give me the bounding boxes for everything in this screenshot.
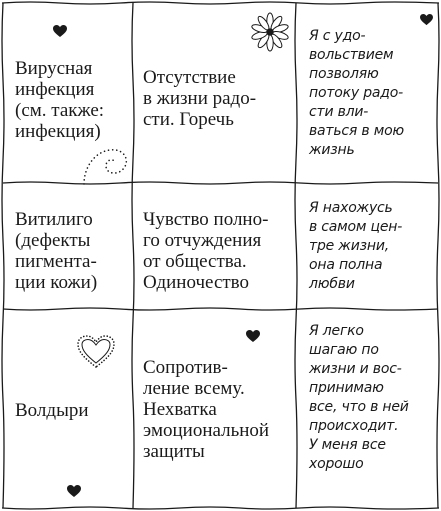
row-1-cause: Отсутствие в жизни радо- сти. Горечь — [143, 67, 257, 130]
row-1-condition: Вирусная инфекция (см. также: инфекция) — [15, 58, 105, 142]
dotted-swirl-icon — [80, 142, 132, 186]
heart-icon — [67, 485, 81, 498]
heart-icon — [53, 25, 67, 38]
row-1-affirmation: Я с удо- вольствием позволяю потоку радо- сти вли- ваться в мою жизнь — [309, 28, 405, 158]
dotted-heart-icon — [76, 334, 116, 370]
divider-col-1 — [132, 3, 134, 508]
row-2-cause: Чувство полно- го отчуждения от общества. Одиночество — [143, 209, 269, 293]
border-bottom — [2, 507, 439, 509]
daisy-icon — [250, 12, 290, 52]
row-3-affirmation: Я легко шагаю по жизни и вос- принимаю все, что в ней происходит. У меня все хорошо — [309, 323, 409, 472]
row-3-condition: Волдыри — [15, 400, 89, 421]
border-right — [437, 3, 439, 508]
border-left — [2, 3, 4, 508]
row-2-affirmation: Я нахожусь в самом цен- тре жизни, она полна любви — [309, 200, 403, 292]
divider-col-2 — [295, 3, 297, 508]
divider-row-1 — [3, 182, 438, 184]
row-3-cause: Сопротив- ление всему. Нехватка эмоциональной защиты — [143, 357, 270, 462]
heart-icon — [246, 330, 260, 343]
row-2-condition: Витилиго (дефекты пигмента- ции кожи) — [15, 209, 98, 293]
heart-icon — [420, 14, 433, 26]
border-top — [2, 2, 439, 4]
divider-row-2 — [3, 308, 438, 310]
